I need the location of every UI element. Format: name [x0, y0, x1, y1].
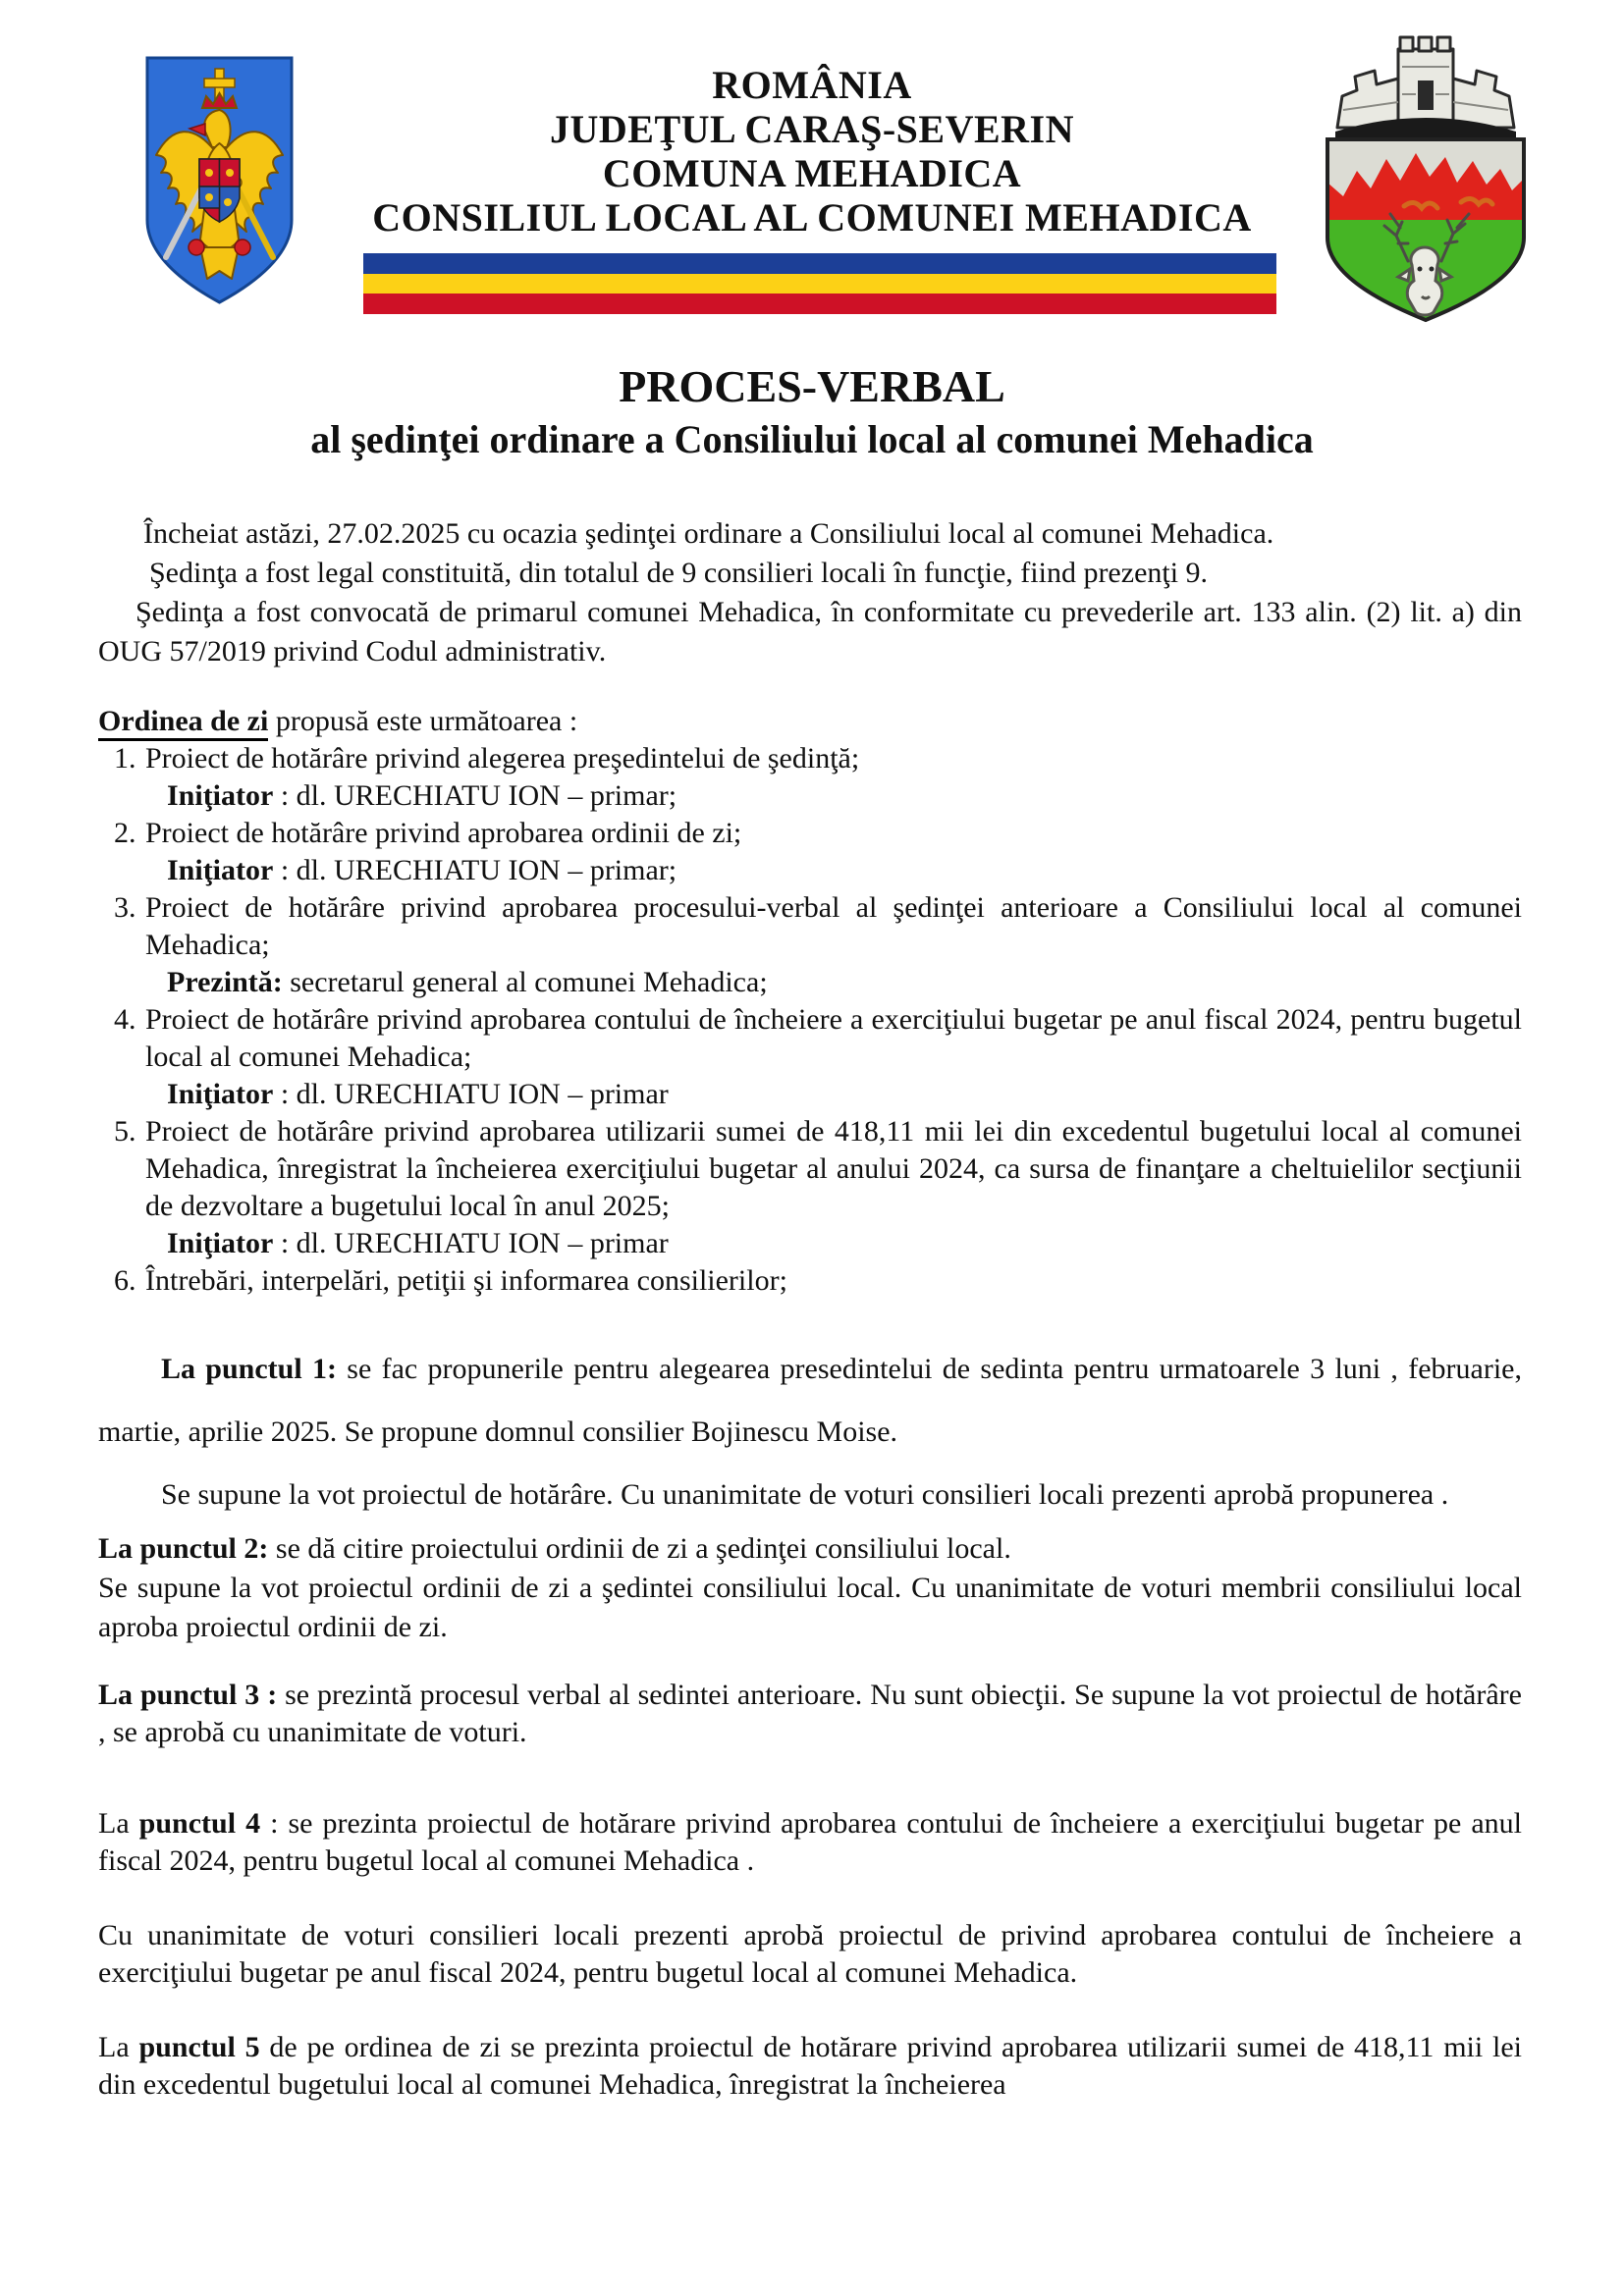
agenda-item-number: 5.: [114, 1115, 136, 1148]
text: secretarul general al comunei Mehadica;: [282, 966, 768, 998]
romania-coat-of-arms-icon: [144, 55, 295, 306]
text: : dl. URECHIATU ION – primar: [273, 1227, 669, 1259]
bold-text: La punctul 1:: [161, 1353, 337, 1385]
minutes-paragraph: [98, 1677, 1522, 1751]
minutes-paragraph: [98, 1917, 1522, 1992]
document-body: [0, 514, 1624, 2104]
flag-stripe-0: [363, 253, 1276, 274]
text: : dl. URECHIATU ION – primar: [273, 1078, 669, 1110]
minutes-paragraph: [98, 1338, 1522, 1464]
text: se fac propunerile pentru alegearea presedintelui de sedinta pentru urmatoarele 3 luni , februarie, martie, aprilie 2025. Se propune domnul consilier Bojinescu Moise.: [98, 1353, 1522, 1448]
text: La: [98, 1807, 139, 1840]
text: Cu unanimitate de voturi consilieri locali prezenti aprobă proiectul de privind aprobarea contului de încheiere a exerciţiului bugetar pe anul fiscal 2024, pentru bugetul local al comunei Mehadica.: [98, 1919, 1522, 1989]
agenda-item-number: 6.: [114, 1264, 136, 1297]
romania-coat-of-arms-graphic: [144, 55, 295, 306]
header-country: ROMÂNIA: [712, 63, 912, 107]
agenda-list: [98, 740, 1522, 1300]
agenda-item-number: 1.: [114, 742, 136, 774]
text: : se prezinta proiectul de hotărare privind aprobarea contului de încheiere a exerciţiului bugetar pe anul fiscal 2024, pentru bugetul local al comunei Mehadica .: [98, 1807, 1522, 1877]
agenda-item-text: Proiect de hotărâre privind aprobarea procesului-verbal al şedinţei anterioare a Consiliului local al comunei Mehadica;: [145, 891, 1522, 961]
text: : dl. URECHIATU ION – primar;: [273, 779, 677, 812]
agenda-item-text: Întrebări, interpelări, petiţii şi informarea consilierilor;: [145, 1264, 787, 1297]
flag-stripe-1: [363, 274, 1276, 294]
intro-paragraph: Şedinţa a fost convocată de primarul comunei Mehadica, în conformitate cu prevederile art. 133 alin. (2) lit. a) din OUG 57/2019 privind Codul administrativ.: [98, 596, 1522, 667]
agenda-item-initiator: [98, 852, 1522, 889]
agenda-item-initiator: [98, 964, 1522, 1001]
header-county: JUDEŢUL CARAŞ-SEVERIN: [550, 107, 1074, 151]
agenda-item-initiator: [98, 1225, 1522, 1262]
agenda-item: [98, 1001, 1522, 1076]
agenda-item-number: 3.: [114, 891, 136, 924]
intro-paragraph: Încheiat astăzi, 27.02.2025 cu ocazia şedinţei ordinare a Consiliului local al comunei Mehadica.: [143, 517, 1274, 550]
minutes-paragraph: [98, 1464, 1522, 1526]
agenda-item: [98, 1262, 1522, 1300]
bold-text: Iniţiator: [167, 1078, 274, 1110]
document-title: PROCES-VERBAL: [619, 361, 1005, 411]
agenda-item-number: 2.: [114, 817, 136, 849]
header-council: CONSILIUL LOCAL AL COMUNEI MEHADICA: [372, 195, 1252, 240]
agenda-item: [98, 740, 1522, 777]
bold-text: Iniţiator: [167, 1227, 274, 1259]
header-commune: COMUNA MEHADICA: [602, 151, 1022, 195]
document-subtitle: al şedinţei ordinare a Consiliului local al comunei Mehadica: [310, 417, 1314, 461]
text: se prezintă procesul verbal al sedintei anterioare. Nu sunt obiecţii. Se supune la vot proiectul de hotărâre , se aprobă cu unanimitate de voturi.: [98, 1679, 1522, 1748]
minutes-paragraphs: [98, 1338, 1522, 2104]
text: : dl. URECHIATU ION – primar;: [273, 854, 677, 886]
agenda-item: [98, 1113, 1522, 1225]
intro-paragraph: Şedinţa a fost legal constituită, din totalul de 9 consilieri locali în funcţie, fiind prezenţi 9.: [149, 557, 1209, 589]
bold-text: La punctul 2:: [98, 1532, 269, 1565]
text: Se supune la vot proiectul ordinii de zi a şedintei consiliului local. Cu unanimitate de voturi membrii consiliului local aproba proiectul ordinii de zi.: [98, 1572, 1522, 1643]
agenda-item-text: Proiect de hotărâre privind aprobarea contului de încheiere a exerciţiului bugetar pe anul fiscal 2024, pentru bugetul local al comunei Mehadica;: [145, 1003, 1522, 1073]
minutes-paragraph: [98, 2029, 1522, 2104]
minutes-paragraph: [98, 1805, 1522, 1880]
agenda-heading: [98, 703, 1522, 740]
text: propusă este următoarea :: [268, 705, 578, 737]
agenda-item-initiator: [98, 777, 1522, 815]
text: Se supune la vot proiectul de hotărâre. Cu unanimitate de voturi consilieri locali prezenti aprobă propunerea .: [161, 1478, 1449, 1511]
intro-paragraphs: [98, 514, 1522, 671]
bold-text: Ordinea de zi: [98, 705, 268, 741]
agenda-item-text: Proiect de hotărâre privind alegerea preşedintelui de şedinţă;: [145, 742, 860, 774]
agenda-item-text: Proiect de hotărâre privind aprobarea utilizarii sumei de 418,11 mii lei din excedentul bugetului local al comunei Mehadica, înregistrat la încheierea exerciţiului bugetar al anului 2024, ca sursa de finanţare a cheltuielilor secţiunii de dezvoltare a bugetului local în anul 2025;: [145, 1115, 1522, 1222]
agenda-item: [98, 889, 1522, 964]
minutes-paragraph: [98, 1529, 1522, 1569]
flag-stripe-2: [363, 294, 1276, 314]
mehadica-coat-of-arms-icon: [1314, 33, 1538, 328]
text: de pe ordinea de zi se prezinta proiectul de hotărare privind aprobarea utilizarii sumei de 418,11 mii lei din excedentul bugetului local al comunei Mehadica, înregistrat la încheierea: [98, 2031, 1522, 2101]
bold-text: punctul 5: [138, 2031, 260, 2063]
text: se dă citire proiectului ordinii de zi a şedinţei consiliului local.: [268, 1532, 1011, 1565]
agenda-item: [98, 815, 1522, 852]
text: La: [98, 2031, 139, 2063]
minutes-paragraph: [98, 1569, 1522, 1647]
bold-text: La punctul 3 :: [98, 1679, 278, 1711]
agenda-item-initiator: [98, 1076, 1522, 1113]
bold-text: Prezintă:: [167, 966, 283, 998]
romanian-flag-bar: [363, 253, 1276, 314]
bold-text: punctul 4: [138, 1807, 261, 1840]
agenda-item-text: Proiect de hotărâre privind aprobarea ordinii de zi;: [145, 817, 742, 849]
agenda-item-number: 4.: [114, 1003, 136, 1036]
bold-text: Iniţiator: [167, 854, 274, 886]
mehadica-coat-of-arms-graphic: [1314, 33, 1538, 328]
bold-text: Iniţiator: [167, 779, 274, 812]
